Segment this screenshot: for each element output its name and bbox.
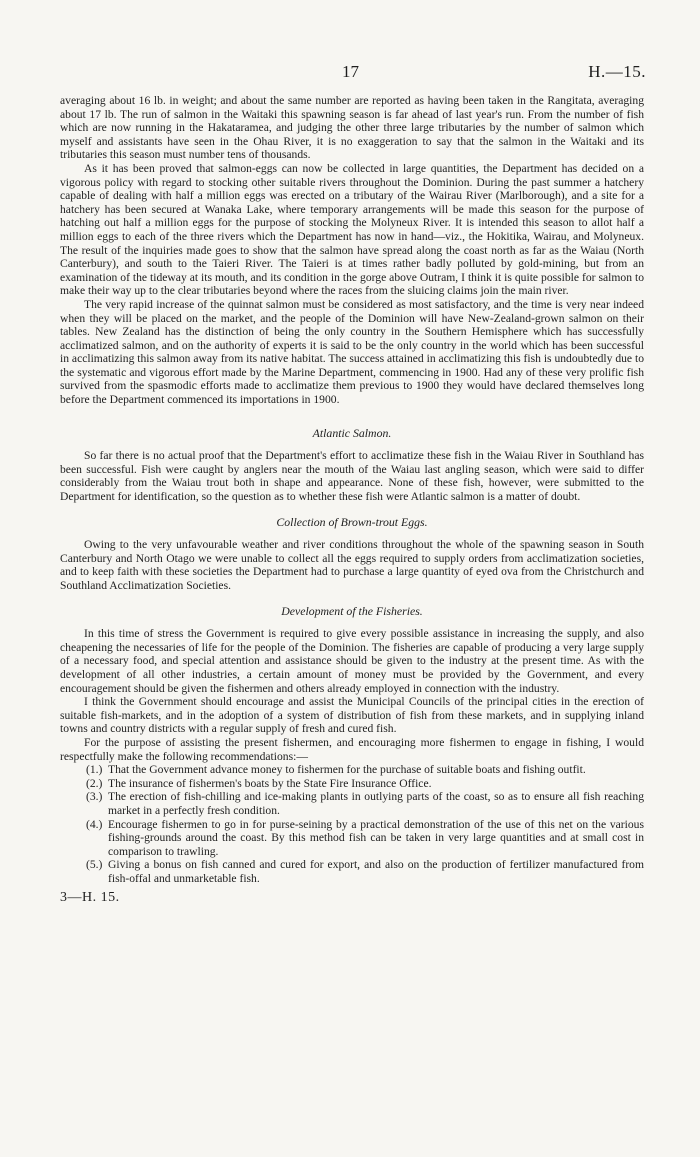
recommendations-list: [60, 763, 644, 885]
page-signature: 3—H. 15.: [60, 890, 120, 906]
recommendation-number: (4.): [86, 817, 103, 831]
recommendation-item: [60, 790, 644, 817]
recommendation-item: [60, 858, 644, 885]
recommendation-number: (5.): [86, 858, 103, 872]
recommendation-number: (1.): [86, 763, 103, 777]
document-reference: H.—15.: [588, 62, 646, 81]
paragraph-fish-markets: I think the Government should encourage and assist the Municipal Councils of the principal cities in the erection of suitable fish-markets, and in the adoption of a system of distribution of fish from these markets, and in supplying inland towns and country districts with a regular supply of fresh and cured fish.: [60, 695, 644, 736]
recommendation-item: [60, 818, 644, 859]
heading-brown-trout-eggs: Collection of Brown-trout Eggs.: [276, 514, 428, 529]
paragraph-recommendations-intro: For the purpose of assisting the present fishermen, and encouraging more fishermen to engage in fishing, I would respectfully make the following recommendations:—: [60, 735, 644, 763]
recommendation-text: Giving a bonus on fish canned and cured for export, and also on the production of fertilizer manufactured from fish-offal and unmarketable fish.: [108, 858, 644, 885]
paragraph-quinnat-increase: The very rapid increase of the quinnat salmon must be considered as most satisfactory, and the time is very near indeed when they will be placed on the market, and the people of the Dominion will have New-Zealand-grown salmon on their tables. New Zealand has the distinction of being the only country in the Southern Hemisphere which has successfully acclimatized salmon, and on the authority of experts it is said to be the only country in the world which has been successful in acclimatizing this salmon away from its native habitat. The success attained in acclimatizing this fish is undoubtedly due to the systematic and vigorous effort made by the Marine Department, commencing in 1900. Had any of these very prolific fish survived from the spasmodic efforts made to acclimatize them previous to 1900 they would have declared themselves long before the Department commenced its importations in 1900.: [60, 297, 644, 407]
recommendation-item: [60, 763, 644, 777]
recommendation-number: (3.): [86, 790, 103, 804]
recommendation-text: That the Government advance money to fishermen for the purchase of suitable boats and fishing outfit.: [108, 763, 586, 777]
recommendation-text: Encourage fishermen to go in for purse-seining by a practical demonstration of the use of this net on the various fishing-grounds around the coast. By this method fish can be taken in very large quantities and at small cost in comparison to trawling.: [108, 817, 644, 858]
recommendation-item: [60, 777, 644, 791]
page-number: 17: [342, 62, 359, 81]
page-header: [60, 0, 646, 81]
recommendation-text: The insurance of fishermen's boats by the State Fire Insurance Office.: [108, 776, 432, 790]
paragraph-brown-trout-eggs: Owing to the very unfavourable weather and river conditions throughout the whole of the spawning season in South Canterbury and North Otago we were unable to collect all the eggs required to supply orders from acclimatization societies, and to keep faith with these societies the Department had to purchase a large quantity of eyed ova from the Christchurch and Southland Acclimatization Societies.: [60, 538, 644, 592]
page-content: [60, 94, 644, 905]
heading-development-fisheries: Development of the Fisheries.: [281, 603, 423, 618]
recommendation-number: (2.): [86, 776, 103, 790]
heading-atlantic-salmon: Atlantic Salmon.: [312, 425, 392, 440]
recommendation-text: The erection of fish-chilling and ice-making plants in outlying parts of the coast, so as to ensure all fish reaching market in a perfectly fresh condition.: [108, 790, 644, 817]
paragraph-continued: averaging about 16 lb. in weight; and about the same number are reported as having been taken in the Rangitata, averaging about 17 lb. The run of salmon in the Waitaki this spawning season is far ahead of last year's run. From the number of fish which are now running in the Hakataramea, and judging the other three large tributaries by the number of salmon which myself and assistants have seen in the Ohau River, it is no exaggeration to say that the salmon in the Waitaki and its tributaries this season must number tens of thousands.: [60, 94, 644, 162]
paragraph-atlantic-salmon: So far there is no actual proof that the Department's effort to acclimatize these fish in the Waiau River in Southland has been successful. Fish were caught by anglers near the mouth of the Waiau last angling season, which were said to differ considerably from the Waiau trout both in shape and appearance. None of these fish, however, were submitted to the Department for identification, so the question as to whether these fish were Atlantic salmon is a matter of doubt.: [60, 449, 644, 504]
paragraph-fisheries-stress: In this time of stress the Government is required to give every possible assistance in increasing the supply, and also cheapening the necessaries of life for the people of the Dominion. The fisheries are capable of producing a very large supply of a necessary food, and special attention and assistance should be given to the industry at the present time. As with the development of all other industries, a certain amount of money must be provided by the Government, and every encouragement should be given the fishermen and others already employed in connection with the industry.: [60, 627, 644, 695]
paragraph-salmon-eggs-policy: As it has been proved that salmon-eggs can now be collected in large quantities, the Department has decided on a vigorous policy with regard to stocking other suitable rivers throughout the Dominion. During the past summer a hatchery capable of dealing with half a million eggs was erected on a tributary of the Wairau River (Marlborough), and a site for a hatchery has been secured at Wanaka Lake, where temporary arrangements will be made this season for the purpose of hatching out half a million eggs for the purpose of stocking the Molyneux River. It is intended this season to allot half a million eggs to each of the three rivers which the Department has now in hand—viz., the Hokitika, Wairau, and Molyneux. The result of the inquiries made goes to show that the salmon have spread along the coast north as far as the Waiau (North Canterbury), and south to the Taieri River. The Taieri is at times rather badly polluted by gold-mining, but from an examination of the tideway at its mouth, and its condition in the gorge above Outram, I think it is quite possible for salmon to make their way up to the clear tributaries beyond where the races from the sluicing claims join the main river.: [60, 161, 644, 298]
